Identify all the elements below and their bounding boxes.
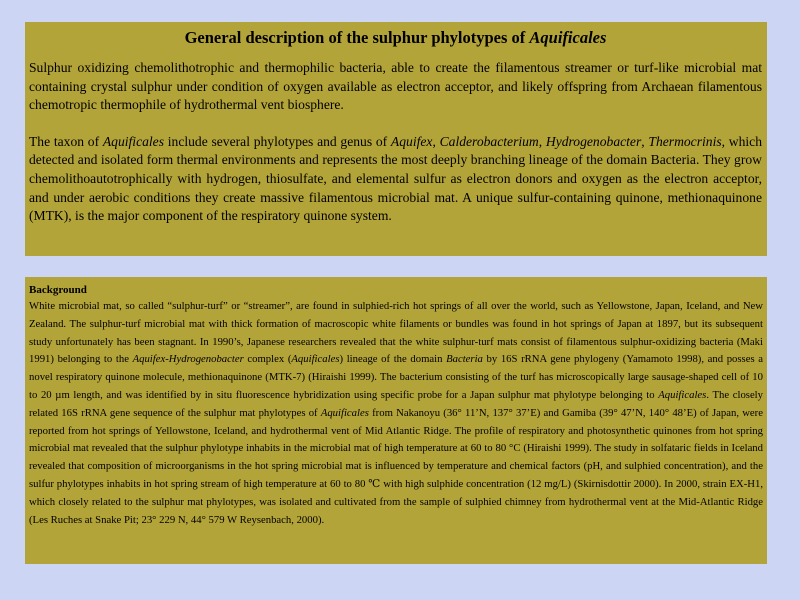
background-paragraph — [29, 298, 763, 529]
title-text: General description of the sulphur phylotypes of — [184, 28, 530, 47]
text-run: White microbial mat, so called “sulphur-turf” or “streamer”, are found in sulphied-rich hot springs of all over the world, such as Yellowstone, Japan, Iceland, and New Zealand. The sulphur-turf microbial mat with thick formation of macroscopic white filaments or bundles was found in hot springs of Japan at 1897, but its subsequent study unfortunately has been stagnant. In 1990’s, Japanese researchers revealed that the white sulphur-turf mats consist of filamentous sulphur-oxidizing bacteria (Maki 1991) belonging to the — [29, 300, 763, 366]
taxon-name: Aquificales — [320, 406, 369, 419]
description-panel — [25, 22, 767, 256]
text-run: complex ( — [243, 353, 292, 366]
text-run: by 16S rRNA gene phylogeny (Yamamoto 1998), and posses a novel respiratory quinone molecule, methionaquinone (MTK-7) (Hiraishi 1999). The bacterium consisting of the turf has microscopically large sausage-shaped cell of 10 to 20 µm length, and was identified by in situ fluorescence hybridization using specific probe for a Japan sulphur mat phylotype belonging to — [29, 353, 763, 401]
text-run: include several phylotypes and genus of — [164, 133, 391, 149]
background-heading: Background — [29, 284, 87, 296]
title-taxon: Aquificales — [529, 28, 607, 47]
taxon-name: Thermocrinis — [648, 133, 722, 149]
description-paragraph-1: Sulphur oxidizing chemolithotrophic and thermophilic bacteria, able to create the filamentous streamer or turf-like microbial mat containing crystal sulphur under condition of oxygen available as electron acceptor, and likely offspring from Archaean filamentous chemotropic thermophile of hydrothermal vent biosphere. — [29, 60, 762, 113]
text-run: ) lineage of the domain — [339, 353, 447, 366]
taxon-name: Bacteria — [446, 353, 483, 366]
text-run: from Nakanoyu (36° 11’N, 137° 37’E) and Gamiba (39° 47’N, 140° 48’E) of Japan, were reported from hot springs of Yellowstone, Iceland, and hydrothermal vent of Mid Atlantic Ridge. The profile of respiratory and photosynthetic quinones from hot spring microbial mat revealed that the sulphur phylotype inhabits in the microbial mat of high temperature at 60 to 80 °C (Hiraishi 1999). The study in solfataric fields in Iceland revealed that composition of microorganisms in the hot spring microbial mat is influenced by temperature and chemical factors (pH, and sulphied concentration), and the sulfur phylotypes inhabits in hot spring stream of high temperature at 60 to 80 ℃ with high sulphide concentration (12 mg/L) (Skirnisdottir 2000). In 2000, strain EX-H1, which closely related to the sulphur mat phylotypes, was isolated and cultivated from the sample of sulphied chimney from hydrothermal vent at the Mid-Atlantic Ridge (Les Ruches at Snake Pit; 23° 229 N, 44° 579 W Reysenbach, 2000). — [29, 406, 763, 526]
taxon-name: Hydrogenobacter — [545, 133, 642, 149]
page-title — [29, 28, 762, 48]
taxon-name: Aquificales — [102, 133, 165, 149]
taxon-name: Aquifex — [390, 133, 433, 149]
taxon-name: Aquificales — [658, 388, 707, 401]
taxon-name: Aquifex-Hydrogenobacter — [132, 353, 244, 366]
text-run: , — [538, 133, 546, 149]
taxon-name: Calderobacterium — [439, 133, 539, 149]
taxon-name: Aquificales — [291, 353, 340, 366]
text-run: , — [641, 133, 649, 149]
description-paragraph-2 — [29, 133, 762, 226]
text-run: , — [432, 133, 440, 149]
text-run: The taxon of — [29, 133, 103, 149]
background-panel — [25, 277, 767, 564]
text-run: , which detected and isolated form thermal environments and represents the most deeply branching lineage of the domain Bacteria. They grow chemolithoautotrophically with hydrogen, thiosulfate, and elemental sulfur as electron donors and oxygen as the electron acceptor, and under aerobic conditions they create massive filamentous microbial mat. A unique sulfur-containing quinone, methionaquinone (MTK), is the major component of the respiratory quinone system. — [29, 133, 763, 224]
text-run: . The closely related 16S rRNA gene sequence of the sulphur mat phylotypes of — [29, 388, 763, 419]
